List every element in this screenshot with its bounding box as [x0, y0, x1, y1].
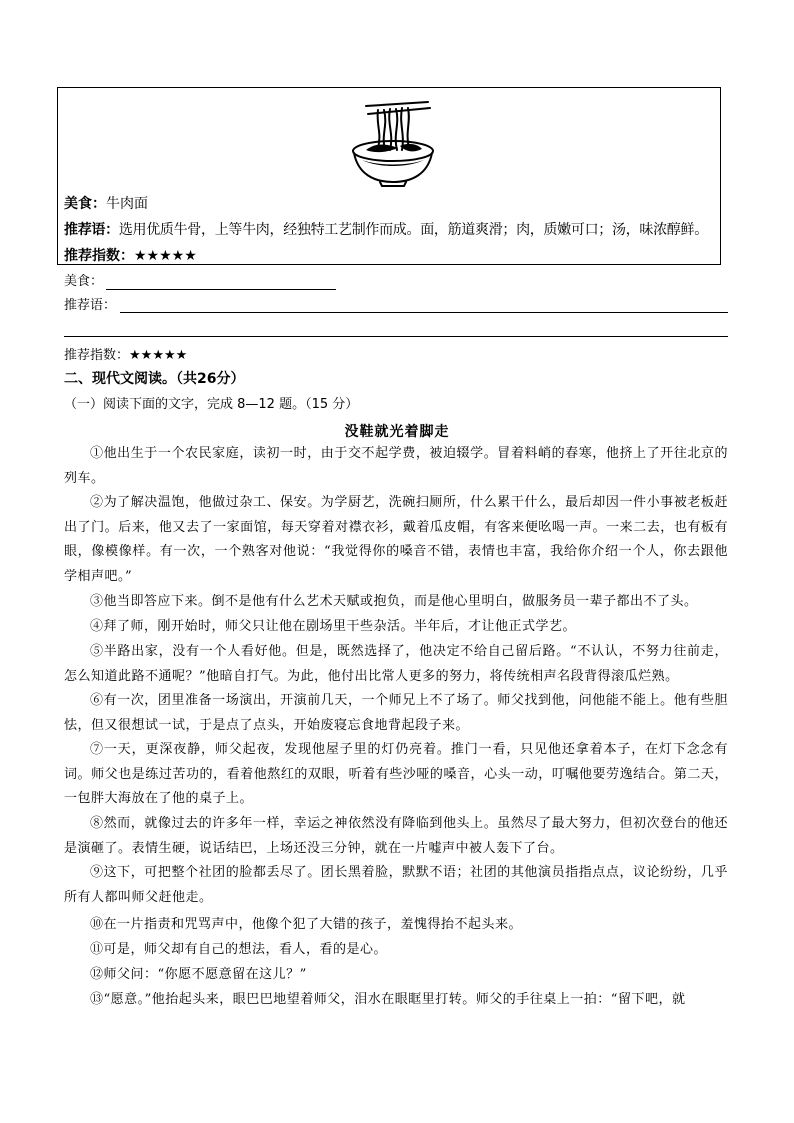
- fill-index-stars: ★★★★★: [129, 348, 188, 363]
- rec-answer-blank-1[interactable]: [120, 312, 728, 313]
- article-paragraph: ⑫师父问：“你愿不愿意留在这儿？”: [90, 967, 307, 982]
- fill-food-label: 美食：: [64, 274, 104, 289]
- rec-answer-blank-2[interactable]: [64, 336, 728, 337]
- section-title: 二、现代文阅读。（共26分）: [64, 371, 245, 387]
- reading-instructions: （一）阅读下面的文字，完成 8—12 题。（15 分）: [64, 397, 359, 412]
- article-paragraph: ⑦一天，更深夜静，师父起夜，发现他屋子里的灯仍亮着。推门一看，只见他还拿着本子，在灯下念念有词。师父也是练过苦功的，看着他熬红的双眼，听着有些沙哑的嗓音，心头一动，叮嘱他要劳逸结合。第二天，一包胖大海放在了他的桌子上。: [64, 742, 728, 806]
- example-food-value: 牛肉面: [106, 196, 148, 212]
- example-food-label: 美食：: [64, 196, 106, 212]
- example-index-line: [64, 247, 197, 265]
- article-title: 没鞋就光着脚走: [344, 424, 450, 440]
- example-rec-label: 推荐语：: [64, 222, 119, 238]
- article-paragraph: ⑬“愿意。”他抬起头来，眼巴巴地望着师父，泪水在眼眶里打转。师父的手往桌上一拍：“留下吧，就: [90, 992, 686, 1007]
- food-answer-blank[interactable]: [106, 289, 336, 290]
- example-box: [57, 87, 721, 265]
- article-paragraph: ⑧然而，就像过去的许多年一样，幸运之神依然没有降临到他头上。虽然尽了最大努力，但初次登台的他还是演砸了。表情生硬，说话结巴，上场还没三分钟，就在一片嘘声中被人轰下了台。: [64, 816, 728, 856]
- article-paragraph: ⑤半路出家，没有一个人看好他。但是，既然选择了，他决定不给自己留后路。“不认认，不努力往前走，怎么知道此路不通呢？”他暗自打气。为此，他付出比常人更多的努力，将传统相声名段背得滚瓜烂熟。: [64, 644, 728, 684]
- article-paragraph: ⑪可是，师父却有自己的想法，看人，看的是心。: [90, 942, 388, 957]
- article-paragraph: ④拜了师，刚开始时，师父只让他在剧场里干些杂活。半年后，才让他正式学艺。: [90, 619, 577, 634]
- article-paragraph: ⑥有一次，团里准备一场演出，开演前几天，一个师兄上不了场了。师父找到他，问他能不能上。他有些胆怯，但又很想试一试，于是点了点头，开始废寝忘食地背起段子来。: [64, 693, 728, 733]
- fill-index-label: 推荐指数：: [64, 348, 130, 363]
- example-rec-value: 选用优质牛骨，上等牛肉，经独特工艺制作而成。面，筋道爽滑；肉，质嫩可口；汤，味浓醇鲜。: [118, 222, 708, 238]
- example-food-line: [64, 195, 148, 213]
- fill-index-line: [64, 347, 187, 365]
- article-paragraph: ③他当即答应下来。倒不是他有什么艺术天赋或抱负，而是他心里明白，做服务员一辈子都出不了头。: [90, 594, 698, 609]
- example-rec-line: [64, 221, 708, 239]
- article-paragraph: ⑨这下，可把整个社团的脸都丢尽了。团长黑着脸，默默不语；社团的其他演员指指点点，议论纷纷，几乎所有人都叫师父赶他走。: [64, 865, 728, 905]
- example-index-stars: ★★★★★: [134, 248, 197, 264]
- noodle-bowl-illustration: [348, 96, 438, 188]
- fill-rec-label: 推荐语：: [64, 298, 117, 313]
- article-paragraph: ②为了解决温饱，他做过杂工、保安。为学厨艺，洗碗扫厕所，什么累干什么，最后却因一件小事被老板赶出了门。后来，他又去了一家面馆，每天穿着对襟衣衫，戴着瓜皮帽，有客来便吆喝一声。一来二去，也有板有眼，像模像样。有一次，一个熟客对他说：“我觉得你的嗓音不错，表情也丰富，我给你介绍一个人，你去跟他学相声吧。”: [64, 495, 728, 584]
- example-index-label: 推荐指数：: [64, 248, 134, 264]
- article-paragraph: ①他出生于一个农民家庭，读初一时，由于交不起学费，被迫辍学。冒着料峭的春寒，他挤上了开往北京的列车。: [64, 446, 728, 486]
- article-paragraph: ⑩在一片指责和咒骂声中，他像个犯了大错的孩子，羞愧得抬不起头来。: [90, 917, 523, 932]
